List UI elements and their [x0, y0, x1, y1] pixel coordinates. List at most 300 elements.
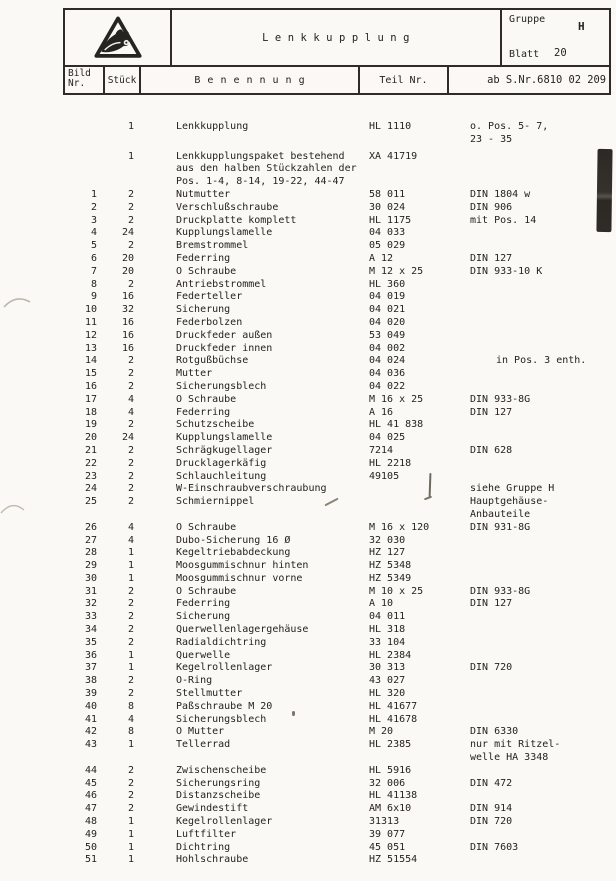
cell-benennung-line: Tellerrad: [176, 739, 231, 751]
cell-bild-nr: [0, 445, 103, 458]
cell-bild-nr-line: 48: [84, 816, 97, 828]
page-title: Lenkkupplung: [262, 31, 416, 44]
cell-teil-nr-line: 32 006: [369, 777, 406, 789]
cell-stueck-line: 2: [127, 419, 134, 431]
cell-note-line: in Pos. 3 enth.: [496, 355, 587, 367]
column-header-stueck: Stück: [105, 67, 141, 93]
cell-bild-nr-line: 40: [84, 700, 97, 712]
cell-stueck-line: 1: [127, 547, 134, 559]
cell-benennung-line: Antriebstrommel: [176, 278, 267, 290]
cell-stueck-line: 32: [121, 304, 134, 316]
cell-stueck-line: 24: [121, 432, 134, 444]
cell-note: [470, 765, 616, 778]
cell-stueck-line: 2: [127, 470, 134, 482]
cell-benennung: [137, 317, 369, 330]
cell-benennung-line: O-Ring: [176, 675, 213, 687]
cell-teil-nr-line: 04 022: [369, 380, 406, 392]
cell-stueck-line: 1: [127, 572, 134, 584]
cell-teil-nr: [369, 714, 470, 727]
table-row: [0, 330, 616, 343]
cell-stueck: [103, 227, 137, 240]
cell-note-line: mit Pos. 14: [470, 214, 537, 226]
cell-bild-nr-line: 46: [84, 790, 97, 802]
blatt-label: Blatt: [509, 49, 540, 60]
cell-teil-nr-line: 04 019: [369, 291, 406, 303]
cell-teil-nr-line: HL 1175: [369, 214, 412, 226]
cell-benennung-line: aus den halben Stückzahlen der: [176, 163, 357, 175]
cell-stueck: [103, 662, 137, 675]
cell-bild-nr: [0, 842, 103, 855]
cell-bild-nr: [0, 266, 103, 279]
cell-benennung-line: Schmiernippel: [176, 496, 255, 508]
cell-note: [470, 611, 616, 624]
cell-benennung-line: Hohlschraube: [176, 854, 249, 866]
cell-stueck: [103, 432, 137, 445]
cell-teil-nr: [369, 854, 470, 867]
header-table: [63, 8, 611, 95]
gruppe-label: Gruppe: [509, 14, 546, 25]
cell-benennung-line: Kupplungslamelle: [176, 227, 273, 239]
cell-teil-nr-line: A 10: [369, 598, 394, 610]
cell-note: [470, 253, 616, 266]
cell-stueck: [103, 560, 137, 573]
column-header-benennung: Benennung: [141, 67, 360, 93]
cell-stueck-line: 1: [127, 121, 134, 132]
cell-stueck-line: 4: [127, 713, 134, 725]
cell-note: [470, 739, 616, 765]
cell-note-line: DIN 127: [470, 252, 513, 264]
cell-benennung: [137, 790, 369, 803]
cell-note: [470, 368, 616, 381]
cell-stueck-line: 4: [127, 534, 134, 546]
cell-benennung: [137, 381, 369, 394]
cell-note: [470, 471, 616, 484]
cell-stueck: [103, 343, 137, 356]
cell-teil-nr: [369, 560, 470, 573]
cell-benennung-line: O Schraube: [176, 265, 237, 277]
cell-stueck-line: 1: [127, 150, 134, 162]
cell-benennung-line: Kupplungslamelle: [176, 432, 273, 444]
cell-bild-nr: [0, 279, 103, 292]
column-header-serial: ab S.Nr.6810 02 209: [487, 74, 606, 86]
cell-teil-nr-line: 32 030: [369, 534, 406, 546]
cell-bild-nr-line: 50: [84, 841, 97, 853]
cell-teil-nr: [369, 829, 470, 842]
table-row: [0, 650, 616, 663]
cell-teil-nr-line: M 20: [369, 726, 394, 738]
table-row: [0, 432, 616, 445]
cell-teil-nr: [369, 803, 470, 816]
cell-note: [470, 714, 616, 727]
cell-benennung-line: O Schraube: [176, 521, 237, 533]
cell-stueck-line: 20: [121, 252, 134, 264]
cell-note: [470, 675, 616, 688]
cell-bild-nr: [0, 522, 103, 535]
cell-benennung-line: Rotgußbüchse: [176, 355, 249, 367]
cell-stueck-line: 2: [127, 585, 134, 597]
cell-stueck: [103, 624, 137, 637]
cell-stueck-line: 1: [127, 662, 134, 674]
cell-teil-nr-line: M 10 x 25: [369, 585, 424, 597]
cell-bild-nr: [0, 765, 103, 778]
cell-teil-nr-line: HL 2218: [369, 457, 412, 469]
cell-teil-nr: [369, 432, 470, 445]
cell-benennung-line: Mutter: [176, 368, 213, 380]
cell-note: [470, 343, 616, 356]
cell-bild-nr-line: 24: [84, 483, 97, 495]
cell-stueck: [103, 726, 137, 739]
cell-stueck-line: 1: [127, 828, 134, 840]
cell-teil-nr-line: 31313: [369, 816, 400, 828]
cell-stueck-line: 2: [127, 496, 134, 508]
cell-teil-nr: [369, 765, 470, 778]
cell-note: [470, 547, 616, 560]
cell-benennung-line: Gewindestift: [176, 803, 249, 815]
cell-bild-nr-line: 2: [90, 201, 97, 213]
cell-bild-nr-line: 28: [84, 547, 97, 559]
cell-teil-nr: [369, 381, 470, 394]
cell-benennung-line: Federbolzen: [176, 316, 243, 328]
cell-bild-nr-line: 20: [84, 432, 97, 444]
cell-teil-nr-line: 43 027: [369, 675, 406, 687]
cell-note-line: DIN 127: [470, 406, 513, 418]
cell-note: [470, 688, 616, 701]
cell-bild-nr: [0, 471, 103, 484]
table-row: [0, 355, 616, 368]
cell-benennung-line: Querwelle: [176, 649, 231, 661]
cell-benennung: [137, 522, 369, 535]
cell-teil-nr: [369, 496, 470, 522]
cell-teil-nr: [369, 739, 470, 765]
table-row: [0, 560, 616, 573]
cell-note: [470, 522, 616, 535]
cell-bild-nr: [0, 624, 103, 637]
table-row: [0, 202, 616, 215]
cell-note: [470, 816, 616, 829]
cell-note-line: DIN 628: [470, 444, 513, 456]
cell-benennung-line: Federring: [176, 406, 231, 418]
cell-bild-nr-line: 9: [90, 291, 97, 303]
cell-benennung-line: Sicherung: [176, 304, 231, 316]
cell-benennung: [137, 535, 369, 548]
cell-stueck: [103, 522, 137, 535]
cell-note: [470, 573, 616, 586]
cell-bild-nr-line: 34: [84, 624, 97, 636]
cell-note: [470, 202, 616, 215]
cell-bild-nr: [0, 121, 103, 147]
cell-bild-nr: [0, 189, 103, 202]
table-row: [0, 790, 616, 803]
cell-teil-nr: [369, 522, 470, 535]
cell-stueck: [103, 688, 137, 701]
cell-benennung-line: Drucklagerkäfig: [176, 457, 267, 469]
table-row: [0, 483, 616, 496]
cell-benennung-line: Kegeltriebabdeckung: [176, 547, 291, 559]
cell-teil-nr-line: 53 049: [369, 329, 406, 341]
cell-note-line: DIN 933-10 K: [470, 265, 543, 277]
header-title-row: [65, 10, 609, 67]
table-row: [0, 317, 616, 330]
cell-stueck: [103, 291, 137, 304]
cell-benennung: [137, 227, 369, 240]
cell-stueck: [103, 189, 137, 202]
cell-benennung: [137, 854, 369, 867]
cell-benennung: [137, 675, 369, 688]
cell-benennung: [137, 637, 369, 650]
cell-note: [470, 445, 616, 458]
cell-note: [470, 483, 616, 496]
table-row: [0, 394, 616, 407]
cell-teil-nr-line: 05 029: [369, 240, 406, 252]
cell-bild-nr: [0, 458, 103, 471]
cell-bild-nr-line: 18: [84, 406, 97, 418]
cell-bild-nr: [0, 714, 103, 727]
cell-teil-nr-line: 49105: [369, 470, 400, 482]
cell-teil-nr: [369, 253, 470, 266]
table-row: [0, 407, 616, 420]
cell-teil-nr: [369, 266, 470, 279]
cell-teil-nr: [369, 291, 470, 304]
table-row: [0, 714, 616, 727]
cell-benennung: [137, 650, 369, 663]
cell-teil-nr-line: M 12 x 25: [369, 265, 424, 277]
cell-bild-nr: [0, 407, 103, 420]
cell-benennung-line: Federring: [176, 252, 231, 264]
cell-teil-nr: [369, 368, 470, 381]
cell-benennung-line: Druckfeder innen: [176, 342, 273, 354]
cell-stueck-line: 2: [127, 201, 134, 213]
cell-benennung-line: Schutzscheibe: [176, 419, 255, 431]
cell-note-line: DIN 472: [470, 777, 513, 789]
cell-stueck: [103, 714, 137, 727]
cell-teil-nr: [369, 419, 470, 432]
cell-benennung: [137, 701, 369, 714]
table-row: [0, 496, 616, 522]
cell-teil-nr: [369, 701, 470, 714]
cell-stueck-line: 16: [121, 342, 134, 354]
cell-bild-nr: [0, 803, 103, 816]
cell-stueck-line: 2: [127, 624, 134, 636]
cell-teil-nr: [369, 407, 470, 420]
cell-stueck: [103, 253, 137, 266]
cell-teil-nr-line: 58 011: [369, 188, 406, 200]
cell-stueck-line: 2: [127, 457, 134, 469]
cell-benennung: [137, 215, 369, 228]
cell-stueck: [103, 778, 137, 791]
cell-benennung-line: Radialdichtring: [176, 636, 267, 648]
cell-bild-nr: [0, 151, 103, 189]
cell-bild-nr-line: 21: [84, 444, 97, 456]
cell-stueck: [103, 121, 137, 147]
cell-stueck-line: 4: [127, 521, 134, 533]
blatt-value: 20: [554, 47, 567, 59]
cell-bild-nr: [0, 394, 103, 407]
cell-note-line: siehe Gruppe H: [470, 483, 555, 495]
cell-bild-nr: [0, 240, 103, 253]
cell-teil-nr: [369, 343, 470, 356]
table-row: [0, 842, 616, 855]
cell-benennung: [137, 121, 369, 147]
cell-bild-nr-line: 19: [84, 419, 97, 431]
cell-stueck-line: 2: [127, 368, 134, 380]
cell-bild-nr: [0, 662, 103, 675]
cell-stueck: [103, 368, 137, 381]
cell-bild-nr: [0, 432, 103, 445]
cell-benennung-line: Sicherungsring: [176, 777, 261, 789]
cell-benennung: [137, 394, 369, 407]
cell-stueck-line: 16: [121, 291, 134, 303]
cell-teil-nr-line: HL 2384: [369, 649, 412, 661]
cell-teil-nr-line: 39 077: [369, 828, 406, 840]
table-row: [0, 637, 616, 650]
cell-benennung: [137, 598, 369, 611]
cell-stueck: [103, 739, 137, 765]
cell-bild-nr-line: 44: [84, 764, 97, 776]
cell-benennung: [137, 368, 369, 381]
cell-teil-nr: [369, 355, 470, 368]
cell-benennung-line: Stellmutter: [176, 688, 243, 700]
scan-artifact-pen-arc: [0, 498, 26, 518]
cell-teil-nr: [369, 458, 470, 471]
cell-benennung-line: Bremstrommel: [176, 240, 249, 252]
cell-benennung: [137, 560, 369, 573]
cell-stueck: [103, 266, 137, 279]
cell-benennung: [137, 240, 369, 253]
cell-stueck: [103, 483, 137, 496]
cell-stueck-line: 1: [127, 841, 134, 853]
cell-stueck-line: 2: [127, 444, 134, 456]
cell-note: [470, 790, 616, 803]
table-row: [0, 253, 616, 266]
cell-bild-nr-line: 38: [84, 675, 97, 687]
cell-note-line: DIN 6330: [470, 726, 519, 738]
cell-bild-nr-line: 8: [90, 278, 97, 290]
cell-bild-nr-line: 4: [90, 227, 97, 239]
cell-stueck-line: 2: [127, 675, 134, 687]
cell-bild-nr-line: 39: [84, 688, 97, 700]
cell-benennung: [137, 803, 369, 816]
cell-teil-nr-line: 30 024: [369, 201, 406, 213]
cell-bild-nr-line: 35: [84, 636, 97, 648]
cell-note: [470, 637, 616, 650]
cell-teil-nr: [369, 547, 470, 560]
cell-stueck: [103, 854, 137, 867]
table-row: [0, 121, 616, 147]
cell-stueck-line: 1: [127, 739, 134, 751]
cell-teil-nr: [369, 121, 470, 147]
cell-note-line: welle HA 3348: [470, 752, 549, 764]
cell-benennung: [137, 739, 369, 765]
cell-note-line: Anbauteile: [470, 508, 531, 520]
cell-teil-nr: [369, 189, 470, 202]
cell-stueck: [103, 803, 137, 816]
cell-teil-nr-line: 04 002: [369, 342, 406, 354]
cell-teil-nr-line: HL 318: [369, 624, 406, 636]
cell-bild-nr: [0, 701, 103, 714]
cell-benennung: [137, 355, 369, 368]
cell-note: [470, 394, 616, 407]
cell-note: [470, 829, 616, 842]
cell-teil-nr: [369, 637, 470, 650]
table-row: [0, 829, 616, 842]
cell-bild-nr: [0, 355, 103, 368]
cell-bild-nr-line: 17: [84, 393, 97, 405]
cell-stueck-line: 16: [121, 329, 134, 341]
cell-teil-nr: [369, 598, 470, 611]
cell-benennung-line: Distanzscheibe: [176, 790, 261, 802]
logo-cell: [65, 10, 172, 65]
table-row: [0, 419, 616, 432]
cell-bild-nr-line: 16: [84, 380, 97, 392]
cell-stueck: [103, 547, 137, 560]
cell-benennung-line: O Mutter: [176, 726, 225, 738]
cell-note-line: DIN 720: [470, 662, 513, 674]
cell-teil-nr-line: 04 021: [369, 304, 406, 316]
cell-teil-nr: [369, 675, 470, 688]
cell-bild-nr: [0, 419, 103, 432]
cell-note: [470, 598, 616, 611]
cell-note-line: DIN 720: [470, 816, 513, 828]
cell-benennung-line: Luftfilter: [176, 828, 237, 840]
cell-teil-nr: [369, 573, 470, 586]
cell-bild-nr: [0, 790, 103, 803]
cell-stueck: [103, 458, 137, 471]
cell-stueck: [103, 394, 137, 407]
cell-benennung-line: Moosgummischnur vorne: [176, 572, 303, 584]
cell-benennung-line: Lenkkupplungspaket bestehend: [176, 150, 345, 162]
cell-teil-nr-line: HZ 5349: [369, 572, 412, 584]
cell-benennung-line: Druckfeder außen: [176, 329, 273, 341]
cell-stueck: [103, 215, 137, 228]
cell-bild-nr-line: 14: [84, 355, 97, 367]
cell-teil-nr: [369, 240, 470, 253]
cell-bild-nr: [0, 343, 103, 356]
cell-stueck: [103, 765, 137, 778]
cell-stueck: [103, 573, 137, 586]
cell-benennung-line: Paßschraube M 20: [176, 700, 273, 712]
cell-benennung-line: Schlauchleitung: [176, 470, 267, 482]
cell-stueck-line: 24: [121, 227, 134, 239]
table-row: [0, 304, 616, 317]
cell-benennung-line: Druckplatte komplett: [176, 214, 297, 226]
cell-note: [470, 240, 616, 253]
cell-benennung: [137, 483, 369, 496]
cell-benennung: [137, 419, 369, 432]
cell-stueck: [103, 279, 137, 292]
table-row: [0, 547, 616, 560]
cell-benennung: [137, 547, 369, 560]
cell-bild-nr-line: 11: [84, 316, 97, 328]
cell-bild-nr-line: 7: [90, 265, 97, 277]
cell-stueck-line: 2: [127, 636, 134, 648]
cell-benennung: [137, 458, 369, 471]
cell-bild-nr-line: 1: [90, 188, 97, 200]
cell-teil-nr: [369, 394, 470, 407]
cell-bild-nr-line: 42: [84, 726, 97, 738]
table-row: [0, 445, 616, 458]
table-row: [0, 573, 616, 586]
cell-bild-nr: [0, 637, 103, 650]
cell-bild-nr-line: 13: [84, 342, 97, 354]
cell-note: [470, 381, 616, 394]
cell-note-line: DIN 933-8G: [470, 585, 531, 597]
cell-note: [470, 432, 616, 445]
cell-benennung: [137, 586, 369, 599]
cell-stueck-line: 20: [121, 265, 134, 277]
cell-stueck: [103, 535, 137, 548]
cell-benennung: [137, 304, 369, 317]
cell-bild-nr-line: 45: [84, 777, 97, 789]
